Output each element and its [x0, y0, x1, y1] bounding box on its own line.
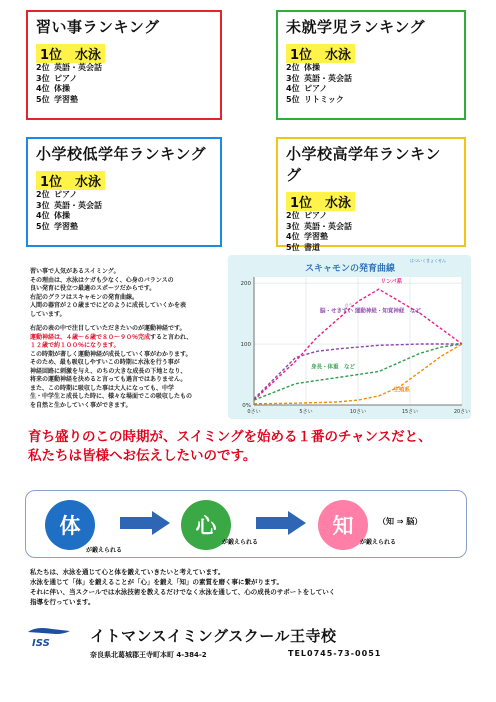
intro-line: 神経回路に刺激を与え、のちの大きな成長の下地となり、	[30, 367, 187, 375]
rank-item: 体操	[304, 63, 320, 72]
ranking-first: 1位 水泳	[36, 171, 105, 190]
intro-line: 将来の運動神経を決めると言っても過言ではありません。	[30, 376, 187, 383]
closing-line: 水泳を通じて「体」を鍛えることが「心」を鍛え「知」の素質を磨く事に繋がります。	[30, 578, 283, 586]
ranking-row	[36, 222, 212, 233]
ranking-list	[36, 190, 212, 232]
ranking-list	[36, 63, 212, 105]
closing-line: 私たちは、水泳を通じて心と体を鍛えていきたいと考えています。	[30, 568, 225, 576]
intro-line: 習い事で人気があるスイミング。	[30, 268, 120, 275]
ranking-row	[36, 211, 212, 222]
ranking-title: 小学校低学年ランキング	[36, 145, 207, 163]
headline-line: 私たちは皆様へお伝えしたいのです。	[28, 448, 257, 464]
ranking-row	[286, 84, 456, 95]
ranking-row	[286, 63, 456, 74]
ranking-row	[36, 190, 212, 201]
iss-logo-icon	[26, 626, 72, 648]
intro-text-span: すると言われ、	[150, 333, 193, 341]
rank-item: ピアノ	[304, 84, 328, 93]
rank-pos: 3位	[36, 73, 50, 83]
highlight-text: 運動神経は、４歳～６歳で８０～９０％完成	[30, 333, 151, 341]
intro-line: 良い発育に役立つ最適のスポーツだからです。	[30, 285, 156, 292]
ranking-first: 1位 水泳	[286, 44, 355, 63]
rank-pos: 5位	[286, 94, 300, 104]
headline	[28, 428, 478, 466]
rank-pos: 2位	[286, 211, 300, 220]
ranking-title: 未就学児ランキング	[286, 18, 426, 36]
series-label: 脳・せきずい 運動神経・知覚神経 など	[320, 308, 421, 315]
ranking-box-preschool	[276, 10, 466, 120]
rank-pos: 4位	[286, 232, 300, 241]
rank-item: ピアノ	[304, 211, 328, 220]
closing-text	[30, 567, 470, 607]
ranking-row	[286, 95, 456, 106]
rank-item: 体操	[54, 84, 70, 93]
ranking-box-lower-elementary	[26, 137, 222, 247]
intro-line: 右記のグラフはスキャモンの発育曲線。	[30, 293, 139, 301]
x-tick-label: 20さい	[453, 409, 471, 415]
x-tick-label: 5さい	[299, 409, 313, 415]
y-tick-label: 200	[240, 281, 251, 288]
intro-line: 生・中学生と成長した時に、様々な場面でこの吸収したもの	[30, 393, 193, 400]
rank-item: 学習塾	[54, 94, 78, 104]
rank-pos: 5位	[36, 94, 50, 104]
rank-item: 学習塾	[54, 221, 78, 231]
body-circle: 体	[45, 500, 95, 550]
rank-item: 英語・英会話	[304, 73, 352, 83]
series-label: リンパ系	[380, 279, 403, 286]
school-logo	[26, 626, 72, 648]
rank-pos: 2位	[286, 63, 300, 72]
rank-pos: 4位	[36, 211, 50, 220]
school-footer	[26, 622, 466, 662]
series-label: 生殖系	[393, 387, 410, 394]
ranking-first: 1位 水泳	[286, 192, 355, 211]
rank-item: 学習塾	[304, 232, 328, 241]
ranking-row	[286, 232, 456, 243]
knowledge-label: が鍛えられる	[360, 539, 397, 546]
rank-pos: 2位	[36, 190, 50, 199]
intro-line	[30, 334, 222, 343]
logo-text: ISS	[32, 638, 50, 648]
rank-pos: 3位	[286, 73, 300, 83]
rank-item: ピアノ	[54, 190, 78, 199]
ranking-first: 1位 水泳	[36, 44, 105, 63]
x-tick-label: 10さい	[349, 409, 367, 415]
ranking-row	[36, 84, 212, 95]
rank-pos: 3位	[286, 221, 300, 231]
rank-pos: 5位	[36, 221, 50, 231]
ranking-row	[286, 74, 456, 85]
ranking-row	[36, 201, 212, 212]
headline-line: 育ち盛りのこの時期が、スイミングを始める１番のチャンスだと、	[28, 429, 432, 445]
arrow-icon	[120, 511, 170, 535]
rank-item: リトミック	[304, 94, 344, 104]
y-tick-label: 100	[240, 342, 251, 349]
ranking-box-all	[26, 10, 222, 120]
ranking-row	[36, 74, 212, 85]
ranking-list	[286, 211, 456, 253]
body-label: が鍛えられる	[86, 547, 123, 554]
rank-item: 英語・英会話	[54, 63, 102, 72]
school-address: 奈良県北葛城郡王寺町本町 4-384-2	[90, 651, 207, 659]
ranking-row	[286, 222, 456, 233]
ranking-row	[286, 211, 456, 222]
rank-pos: 4位	[286, 84, 300, 93]
chart-title-ruby: はついくきょくせん	[410, 258, 446, 263]
rank-pos: 5位	[286, 242, 300, 252]
rank-item: 体操	[54, 211, 70, 220]
scammon-growth-chart	[228, 255, 471, 419]
x-tick-label: 15さい	[401, 409, 419, 415]
closing-line: それに伴い、当スクールでは水泳技術を教えるだけでなく水泳を通して、心の成長のサポートをしていく	[30, 588, 336, 596]
ranking-box-upper-elementary	[276, 137, 466, 252]
intro-line: 人間の器官が２０歳までにどのように成長していくかを表	[30, 302, 187, 309]
school-name: イトマンスイミングスクール王寺校	[90, 627, 337, 645]
school-tel: TEL0745-73-0051	[288, 649, 382, 658]
arrow-icon	[256, 511, 306, 535]
series-ruby: のう	[344, 302, 353, 308]
ranking-row	[36, 63, 212, 74]
y-tick-label: 0%	[242, 403, 251, 409]
ranking-list	[286, 63, 456, 105]
knowledge-circle: 知	[318, 500, 368, 550]
rank-item: ピアノ	[54, 73, 78, 83]
intro-line: を自然と生かしていく事ができます。	[30, 401, 132, 409]
intro-line: しています。	[30, 310, 66, 318]
rank-pos: 4位	[36, 84, 50, 93]
ranking-title: 習い事ランキング	[36, 18, 160, 36]
intro-line: その理由は、水泳はケガも少なく、心身のバランスの	[30, 276, 174, 284]
rank-item: 書道	[304, 242, 320, 252]
ranking-row	[286, 243, 456, 254]
intro-line: また、この時期に吸収した事は大人になっても、中学	[30, 384, 175, 392]
intro-text	[30, 268, 222, 410]
rank-item: 英語・英会話	[304, 221, 352, 231]
highlight-text: １２歳で約１００％になります。	[30, 342, 120, 349]
knowledge-note: （知 ⇒ 脳）	[378, 517, 423, 526]
intro-line: この時期が著しく運動神経が成長していく事がわかります。	[30, 350, 192, 358]
intro-line: 右記の表の中で注目していただきたいのが運動神経です。	[30, 325, 186, 332]
closing-line: 指導を行っています。	[30, 598, 95, 606]
mind-label: が鍛えられる	[222, 539, 259, 546]
body-mind-knowledge-flow	[25, 490, 467, 558]
rank-item: 英語・英会話	[54, 200, 102, 210]
rank-pos: 3位	[36, 200, 50, 210]
x-tick-label: 0さい	[247, 409, 261, 415]
ranking-title: 小学校高学年ランキング	[286, 145, 441, 184]
series-label: 身長・体重 など	[311, 364, 356, 371]
rank-pos: 2位	[36, 63, 50, 72]
intro-line: そのため、最も吸収しやすいこの時期に水泳を行う事が	[30, 359, 180, 366]
chart-title: スキャモンの発育曲線	[304, 264, 396, 274]
mind-circle: 心	[181, 500, 231, 550]
ranking-row	[36, 95, 212, 106]
